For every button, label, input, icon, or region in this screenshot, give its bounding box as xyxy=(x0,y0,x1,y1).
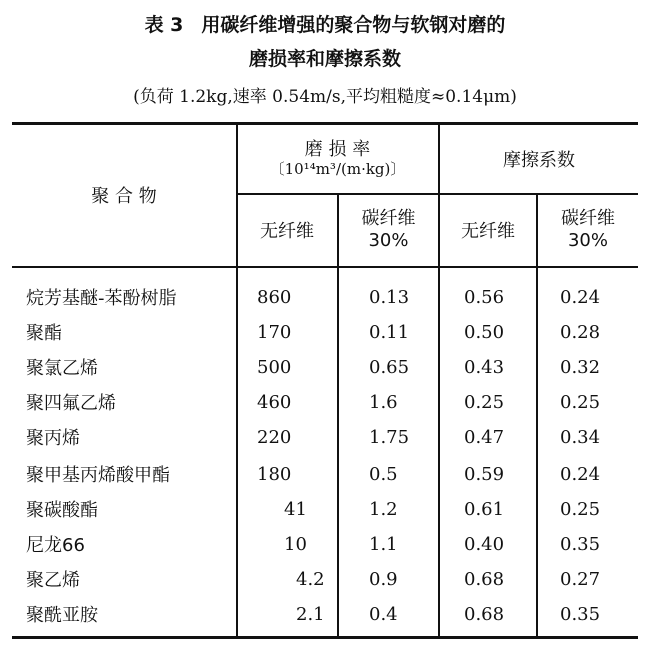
table-row xyxy=(12,420,638,454)
cell-polymer: 聚碳酸酯 xyxy=(26,500,98,521)
cell-polymer: 聚乙烯 xyxy=(26,570,80,591)
cell-polymer: 聚甲基丙烯酸甲酯 xyxy=(26,465,170,486)
header-polymer xyxy=(12,124,236,266)
header-friction-cf-line2: 30% xyxy=(567,230,608,251)
header-wear-rate-label: 磨 损 率 xyxy=(304,138,371,160)
table-row xyxy=(12,492,638,526)
cell-wear-none: 180 xyxy=(257,463,292,485)
cell-polymer: 尼龙66 xyxy=(26,535,85,556)
table-number: 表 3 xyxy=(144,14,184,36)
cell-wear-cf: 0.9 xyxy=(369,568,398,590)
cell-friction-none: 0.68 xyxy=(464,603,505,625)
cell-wear-none: 2.1 xyxy=(296,603,325,625)
cell-wear-cf: 0.65 xyxy=(369,356,410,378)
cell-polymer: 聚氯乙烯 xyxy=(26,358,98,379)
table-row xyxy=(12,280,638,314)
cell-wear-cf: 1.2 xyxy=(369,498,398,520)
header-friction xyxy=(440,124,638,193)
header-friction-cf-line1: 碳纤维 xyxy=(561,208,615,230)
header-friction-no-fiber xyxy=(440,194,536,266)
cell-polymer: 聚酯 xyxy=(26,323,62,344)
bottom-rule xyxy=(12,636,638,639)
table-row xyxy=(12,527,638,561)
cell-wear-none: 170 xyxy=(257,321,292,343)
cell-wear-cf: 1.1 xyxy=(369,533,398,555)
header-wear-cf-line1: 碳纤维 xyxy=(361,208,416,230)
cell-friction-none: 0.40 xyxy=(464,533,505,555)
cell-friction-none: 0.59 xyxy=(464,463,505,485)
cell-friction-cf: 0.24 xyxy=(560,286,601,308)
cell-wear-cf: 0.5 xyxy=(369,463,398,485)
cell-friction-cf: 0.35 xyxy=(560,533,601,555)
cell-polymer: 聚丙烯 xyxy=(26,428,80,449)
header-wear-cf-line2: 30% xyxy=(368,230,409,251)
cell-wear-none: 10 xyxy=(284,533,307,555)
header-wear-rate xyxy=(237,124,438,193)
cell-wear-none: 4.2 xyxy=(296,568,325,590)
cell-wear-cf: 0.11 xyxy=(369,321,410,343)
cell-friction-none: 0.43 xyxy=(464,356,505,378)
cell-friction-cf: 0.25 xyxy=(560,391,601,413)
cell-wear-cf: 0.4 xyxy=(369,603,398,625)
table-caption-title xyxy=(0,10,650,37)
cell-polymer: 烷芳基醚-苯酚树脂 xyxy=(26,288,177,309)
cell-wear-cf: 1.6 xyxy=(369,391,398,413)
table-row xyxy=(12,457,638,491)
table-row xyxy=(12,315,638,349)
table-title-line2: 磨损率和摩擦系数 xyxy=(248,48,401,70)
header-wear-rate-unit: 〔10¹⁴m³/(m·kg)〕 xyxy=(269,160,406,179)
cell-friction-cf: 0.24 xyxy=(560,463,601,485)
cell-friction-cf: 0.25 xyxy=(560,498,601,520)
cell-wear-none: 41 xyxy=(284,498,307,520)
header-friction-label: 摩擦系数 xyxy=(503,149,575,171)
cell-friction-none: 0.56 xyxy=(464,286,505,308)
header-polymer-label: 聚 合 物 xyxy=(91,186,157,207)
table-row xyxy=(12,350,638,384)
cell-wear-none: 500 xyxy=(257,356,292,378)
table-title-line1: 用碳纤维增强的聚合物与软钢对磨的 xyxy=(201,14,506,36)
cell-friction-none: 0.50 xyxy=(464,321,505,343)
cell-friction-none: 0.61 xyxy=(464,498,505,520)
header-friction-no-fiber-label: 无纤维 xyxy=(461,221,515,242)
header-wear-no-fiber xyxy=(237,194,337,266)
table-row xyxy=(12,385,638,419)
cell-wear-none: 460 xyxy=(257,391,292,413)
cell-friction-none: 0.25 xyxy=(464,391,505,413)
table-conditions: (负荷 1.2kg,速率 0.54m/s,平均粗糙度≈0.14μm) xyxy=(133,87,517,107)
cell-friction-cf: 0.35 xyxy=(560,603,601,625)
header-wear-no-fiber-label: 无纤维 xyxy=(260,221,314,242)
header-wear-carbon-fiber xyxy=(339,194,438,266)
header-bottom-rule xyxy=(12,266,638,268)
cell-polymer: 聚四氟乙烯 xyxy=(26,393,116,414)
cell-wear-none: 220 xyxy=(257,426,292,448)
cell-friction-none: 0.68 xyxy=(464,568,505,590)
cell-friction-cf: 0.34 xyxy=(560,426,601,448)
cell-polymer: 聚酰亚胺 xyxy=(26,605,98,626)
cell-friction-cf: 0.32 xyxy=(560,356,601,378)
cell-wear-cf: 0.13 xyxy=(369,286,410,308)
header-friction-carbon-fiber xyxy=(538,194,638,266)
cell-friction-cf: 0.27 xyxy=(560,568,601,590)
table-row xyxy=(12,562,638,596)
table-row xyxy=(12,597,638,631)
cell-friction-none: 0.47 xyxy=(464,426,505,448)
cell-wear-none: 860 xyxy=(257,286,292,308)
cell-wear-cf: 1.75 xyxy=(369,426,410,448)
cell-friction-cf: 0.28 xyxy=(560,321,601,343)
